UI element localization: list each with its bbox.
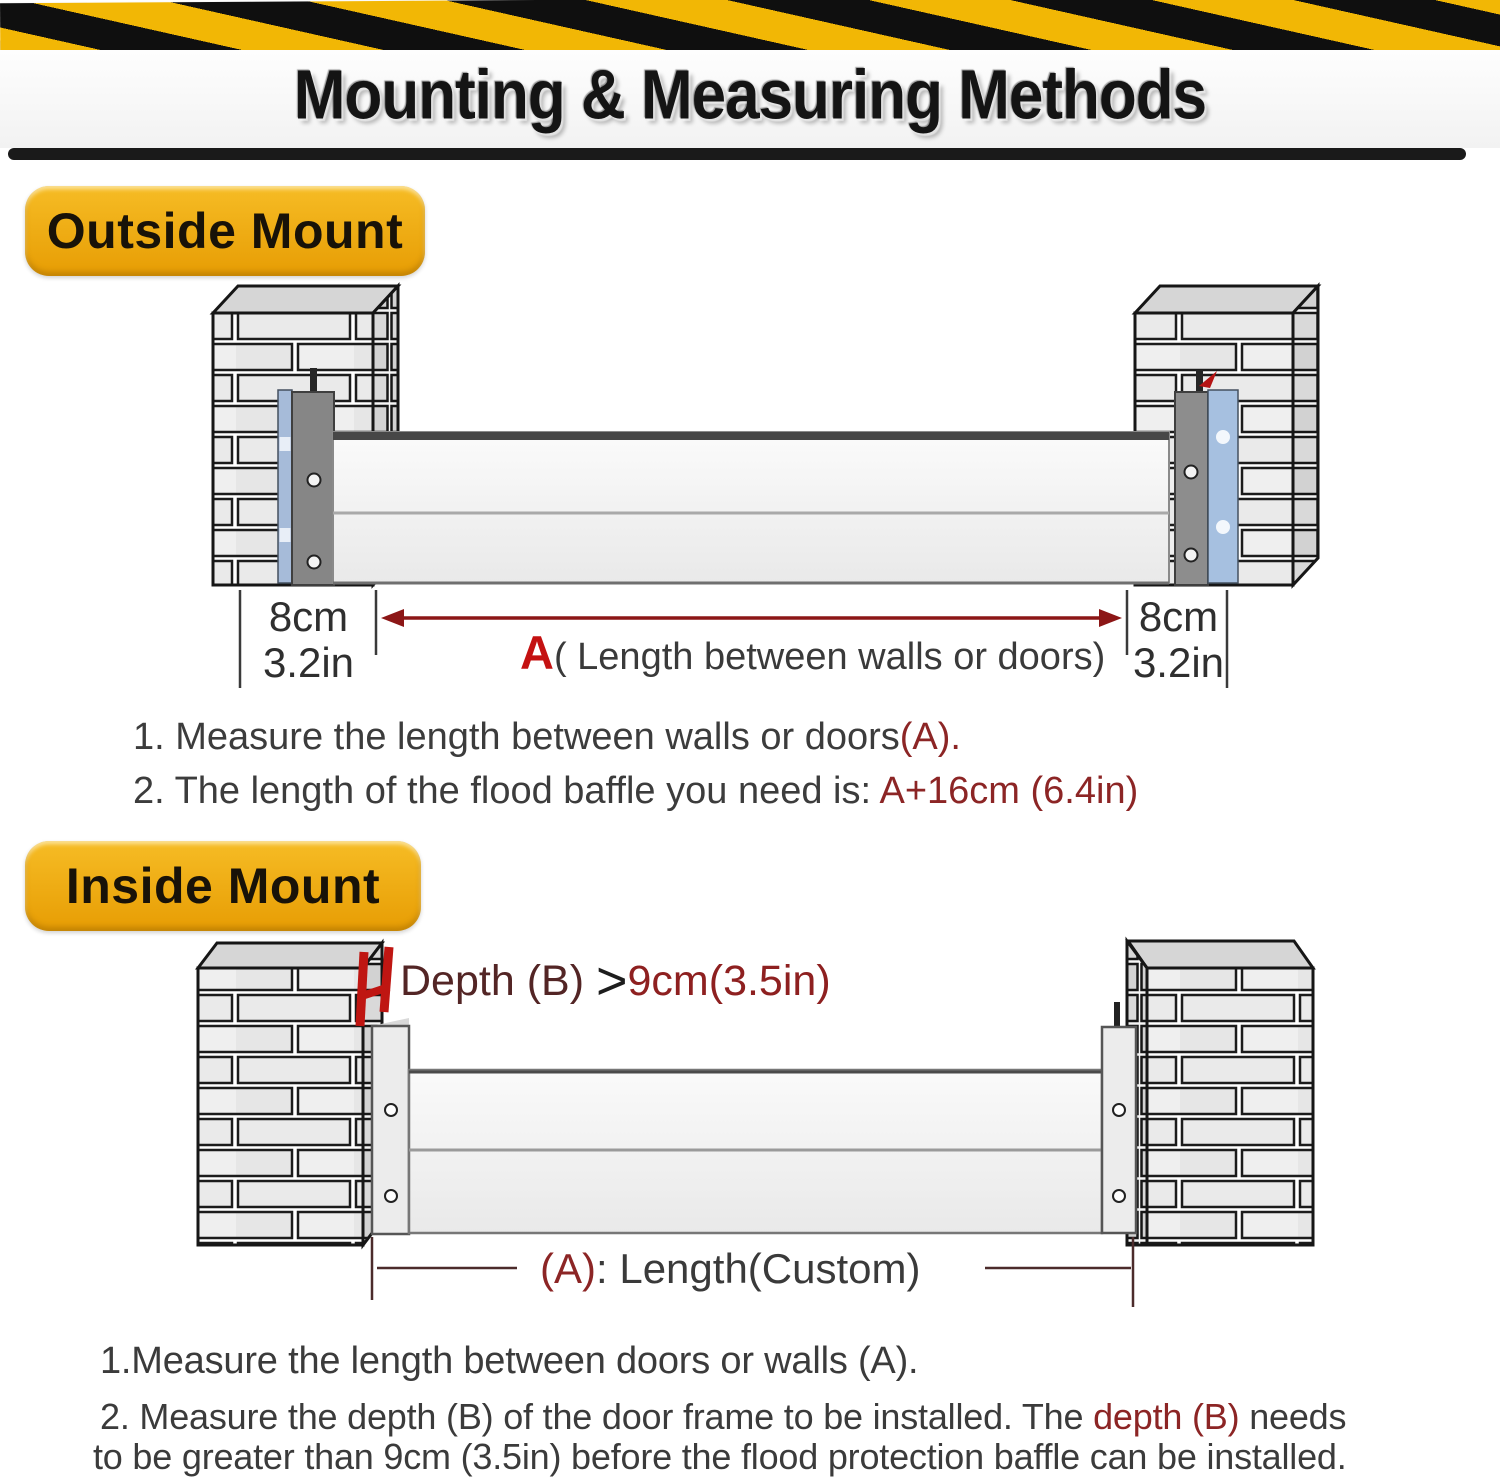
gasket-mark (280, 528, 291, 542)
header-divider-bar (8, 148, 1466, 160)
right-gap-measurement: 8cm 3.2in (1132, 593, 1225, 686)
length-custom-label: (A): Length(Custom) (540, 1245, 921, 1292)
inside-mount-badge (25, 841, 421, 931)
mounting-pin-right (1114, 1002, 1120, 1028)
mounting-pin-left (310, 368, 317, 394)
screw-hole (1185, 466, 1198, 479)
screw-hole (308, 474, 321, 487)
screw-hole (1185, 549, 1198, 562)
inside-step-1: 1.Measure the length between doors or walls (A). (100, 1340, 919, 1382)
gasket-mark (1216, 430, 1230, 444)
flood-barrier-panel (333, 432, 1169, 583)
screw-hole (1113, 1190, 1125, 1202)
screw-hole (385, 1104, 397, 1116)
screw-hole (308, 556, 321, 569)
gasket-mark (280, 437, 291, 451)
outside-mount-badge-label: Outside Mount (46, 203, 404, 259)
length-a-symbol: A (520, 626, 554, 679)
rubber-gasket-strip-right (1208, 390, 1238, 583)
left-gap-measurement: 8cm 3.2in (262, 593, 355, 686)
flood-barrier-panel (409, 1070, 1102, 1233)
brick-pillar-right (1127, 941, 1313, 1245)
screw-hole (385, 1190, 397, 1202)
inside-mount-badge-label: Inside Mount (65, 858, 381, 914)
rubber-gasket-strip-left (278, 390, 292, 583)
outside-mount-badge (25, 186, 425, 276)
length-a-label: A( Length between walls or doors) (520, 626, 1106, 679)
inside-step-2-line-1: 2. Measure the depth (B) of the door frame to be installed. The depth (B) needs (100, 1396, 1347, 1437)
outside-step-1: 1. Measure the length between walls or doors(A). (133, 716, 961, 758)
mounting-pin-right (1196, 370, 1203, 394)
screw-hole (1113, 1104, 1125, 1116)
inside-step-2-line-2: to be greater than 9cm (3.5in) before the flood protection baffle can be installed. (93, 1436, 1347, 1477)
page-title: Mounting & Measuring Methods (293, 57, 1207, 135)
depth-requirement-label: Depth (B) >9cm(3.5in) (400, 951, 831, 1011)
outside-step-2: 2. The length of the flood baffle you need is: A+16cm (6.4in) (133, 770, 1139, 812)
brick-pillar-left (198, 943, 382, 1245)
gasket-mark (1216, 520, 1230, 534)
